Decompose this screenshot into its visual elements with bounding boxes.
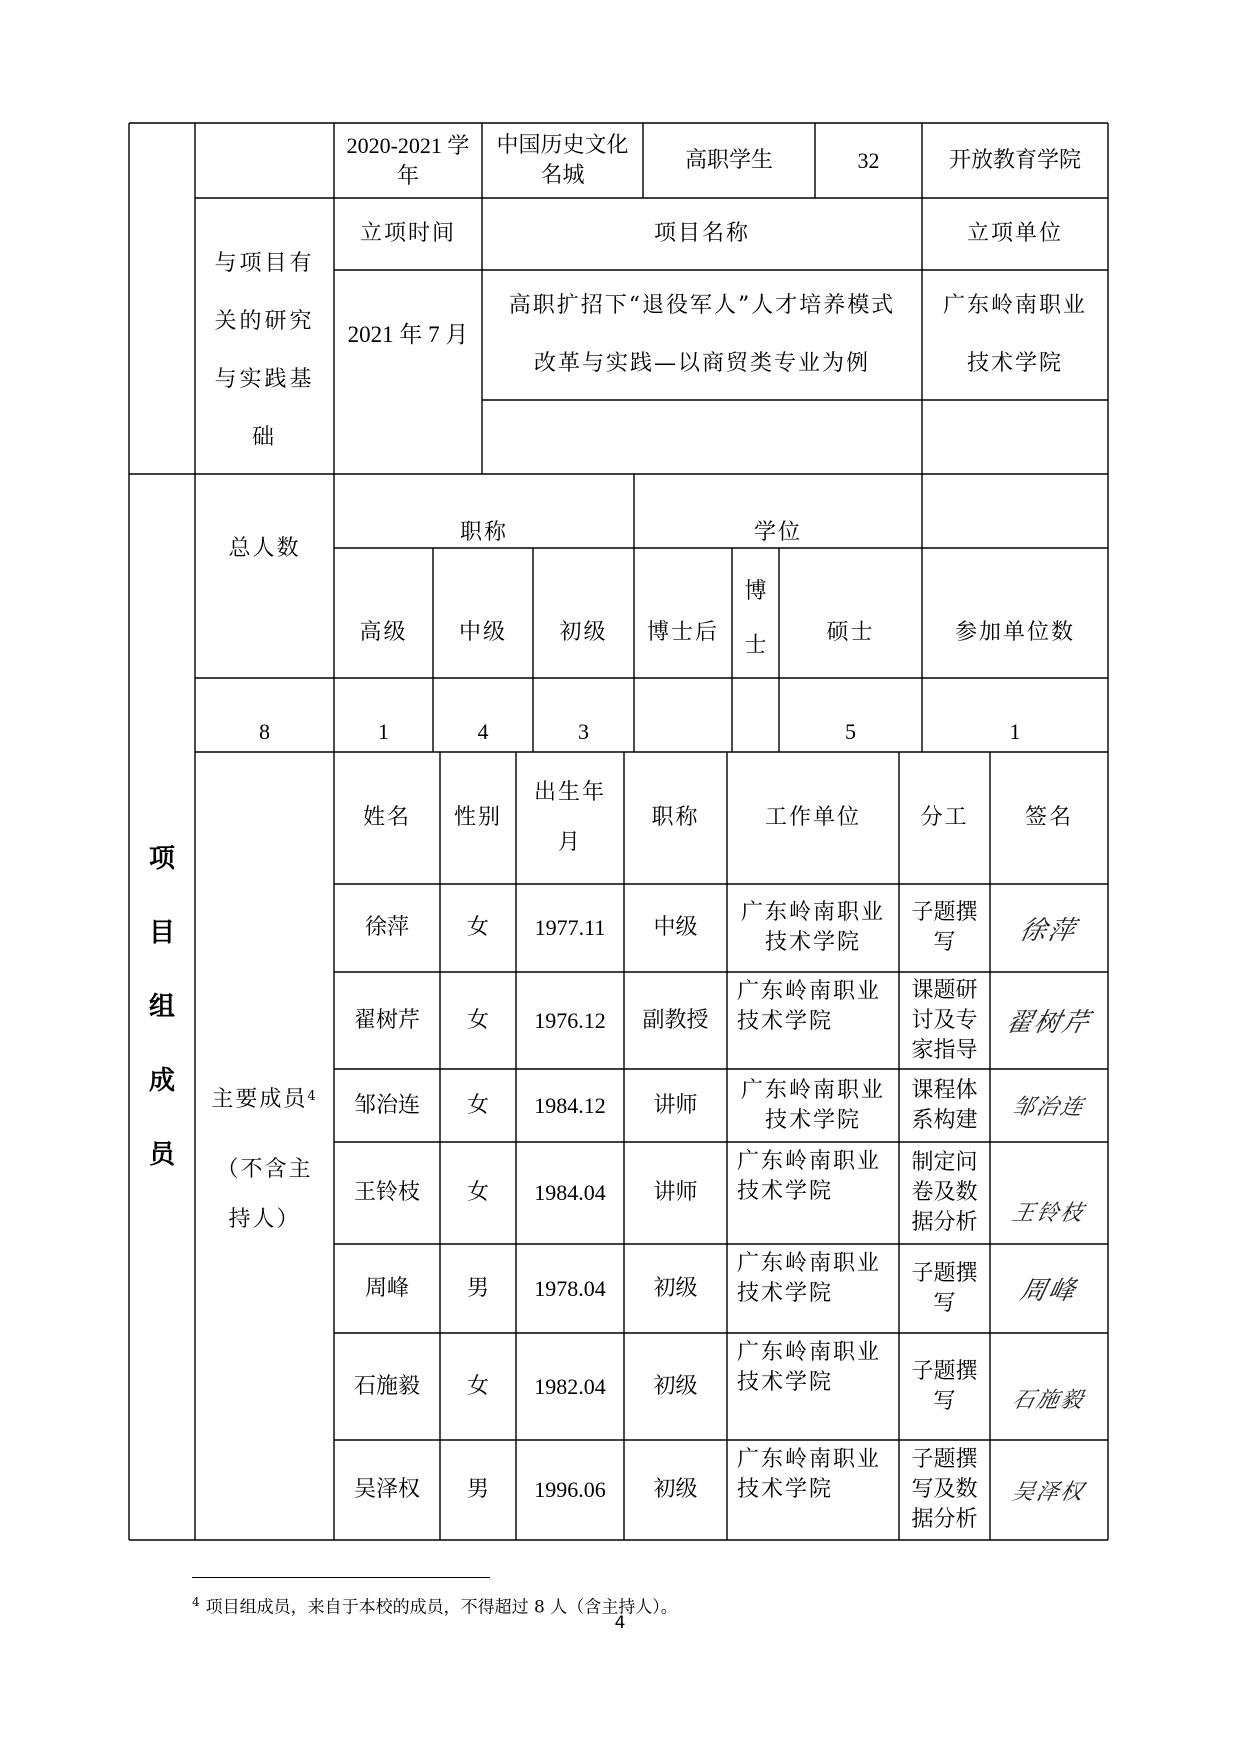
member-signature: 徐萍 xyxy=(1017,915,1080,946)
members-label-footnote-mark: 4 xyxy=(307,1089,318,1104)
member-title: 讲师 xyxy=(653,1180,698,1205)
member-signature: 周峰 xyxy=(1017,1276,1080,1306)
member-role: 课程体 系构建 xyxy=(911,1077,978,1133)
member-title: 初级 xyxy=(653,1373,698,1399)
research-header-date: 立项时间 xyxy=(359,221,456,246)
summary-degree-group: 学位 xyxy=(753,520,802,545)
course-hours: 32 xyxy=(857,147,880,173)
summary-col-master: 硕士 xyxy=(826,620,875,645)
member-title: 中级 xyxy=(653,915,698,940)
member-birth: 1984.12 xyxy=(534,1092,606,1118)
course-target: 高职学生 xyxy=(684,147,773,173)
member-title: 初级 xyxy=(653,1477,698,1502)
member-unit: 广东岭南职业 技术学院 xyxy=(737,1340,882,1395)
members-note: （不含主 持人） xyxy=(216,1157,313,1232)
member-name: 石施毅 xyxy=(353,1373,420,1399)
page-number: 4 xyxy=(614,1613,626,1633)
member-signature: 邹治连 xyxy=(1009,1095,1088,1120)
summary-col-junior: 初级 xyxy=(559,620,608,645)
member-unit: 广东岭南职业 技术学院 xyxy=(737,1447,882,1502)
member-gender: 男 xyxy=(466,1275,489,1301)
member-birth: 1984.04 xyxy=(534,1180,606,1205)
summary-value-middle: 4 xyxy=(477,719,489,744)
research-label: 与项目有 关的研究 与实践基 础 xyxy=(214,251,315,450)
summary-value-units: 1 xyxy=(1009,719,1021,744)
summary-col-senior: 高级 xyxy=(359,620,408,645)
member-header-signature: 签名 xyxy=(1024,805,1073,830)
summary-value-phd xyxy=(732,712,779,752)
members-label-text: 主要成员 xyxy=(211,1087,308,1112)
member-birth: 1996.06 xyxy=(534,1477,606,1502)
member-header-gender: 性别 xyxy=(453,805,502,830)
member-header-role: 分工 xyxy=(920,805,969,830)
research-header-unit: 立项单位 xyxy=(966,221,1063,246)
summary-total-label: 总人数 xyxy=(228,536,301,561)
summary-col-units: 参加单位数 xyxy=(954,620,1075,645)
footnote-mark: 4 xyxy=(192,1595,200,1609)
member-header-unit: 工作单位 xyxy=(764,805,861,830)
research-project-unit: 广东岭南职业 技术学院 xyxy=(942,293,1087,376)
course-unit: 开放教育学院 xyxy=(948,147,1081,173)
member-title: 讲师 xyxy=(653,1092,698,1118)
summary-col-middle: 中级 xyxy=(458,620,507,645)
member-role: 子题撰 写 xyxy=(911,1260,978,1316)
member-name: 徐萍 xyxy=(364,915,409,940)
member-header-birth: 出生年 月 xyxy=(533,780,606,855)
summary-value-total: 8 xyxy=(259,719,270,744)
footnote-text: 项目组成员，来自于本校的成员，不得超过 8 人（含主持人）。 xyxy=(205,1597,678,1618)
summary-value-postdoc xyxy=(634,712,732,752)
member-birth: 1976.12 xyxy=(534,1007,606,1033)
member-title: 初级 xyxy=(653,1275,698,1301)
member-unit: 广东岭南职业 技术学院 xyxy=(740,1077,885,1133)
member-gender: 女 xyxy=(466,1180,489,1205)
member-unit: 广东岭南职业 技术学院 xyxy=(740,900,885,955)
member-unit: 广东岭南职业 技术学院 xyxy=(737,979,882,1034)
member-signature: 吴泽权 xyxy=(1009,1479,1088,1505)
member-header-name: 姓名 xyxy=(362,805,411,830)
member-name: 吴泽权 xyxy=(353,1477,420,1502)
member-unit: 广东岭南职业 技术学院 xyxy=(737,1149,882,1204)
member-role: 子题撰 写及数 据分析 xyxy=(911,1447,978,1532)
summary-value-master: 5 xyxy=(845,719,856,744)
member-gender: 女 xyxy=(466,1373,489,1399)
course-name: 中国历史文化 名城 xyxy=(496,132,629,188)
member-gender: 女 xyxy=(466,1007,489,1033)
summary-col-phd: 博 士 xyxy=(744,579,767,658)
member-name: 翟树芹 xyxy=(353,1007,420,1033)
member-role: 子题撰 写 xyxy=(911,900,978,955)
member-header-title: 职称 xyxy=(651,805,700,830)
member-name: 邹治连 xyxy=(353,1092,420,1118)
member-name: 周峰 xyxy=(364,1275,409,1301)
members-label xyxy=(195,1080,334,1120)
member-role: 子题撰 写 xyxy=(911,1358,978,1414)
member-gender: 女 xyxy=(466,1092,489,1118)
member-role: 制定问 卷及数 据分析 xyxy=(911,1150,978,1235)
member-gender: 女 xyxy=(466,915,489,940)
member-signature: 石施毅 xyxy=(1009,1388,1088,1413)
course-term: 2020-2021 学 年 xyxy=(346,132,470,188)
member-name: 王铃枝 xyxy=(353,1180,420,1205)
summary-col-postdoc: 博士后 xyxy=(646,620,719,645)
research-project-name: 高职扩招下“退役军人”人才培养模式 改革与实践—以商贸类专业为例 xyxy=(508,293,896,376)
member-birth: 1982.04 xyxy=(534,1373,606,1399)
footnote-separator xyxy=(192,1577,490,1578)
research-header-name: 项目名称 xyxy=(653,221,750,246)
member-signature: 翟树芹 xyxy=(1003,1008,1094,1038)
member-gender: 男 xyxy=(466,1477,489,1502)
team-section-label: 项 目 组 成 员 xyxy=(148,844,175,1170)
member-unit: 广东岭南职业 技术学院 xyxy=(737,1251,882,1306)
member-role: 课题研 讨及专 家指导 xyxy=(911,977,978,1063)
summary-title-group: 职称 xyxy=(459,520,508,545)
summary-value-senior: 1 xyxy=(378,719,389,744)
research-date: 2021 年 7 月 xyxy=(347,322,469,347)
summary-value-junior: 3 xyxy=(578,719,589,744)
member-birth: 1977.11 xyxy=(534,915,606,940)
member-title: 副教授 xyxy=(642,1007,709,1033)
member-birth: 1978.04 xyxy=(534,1275,606,1301)
member-signature: 王铃枝 xyxy=(1009,1200,1088,1226)
